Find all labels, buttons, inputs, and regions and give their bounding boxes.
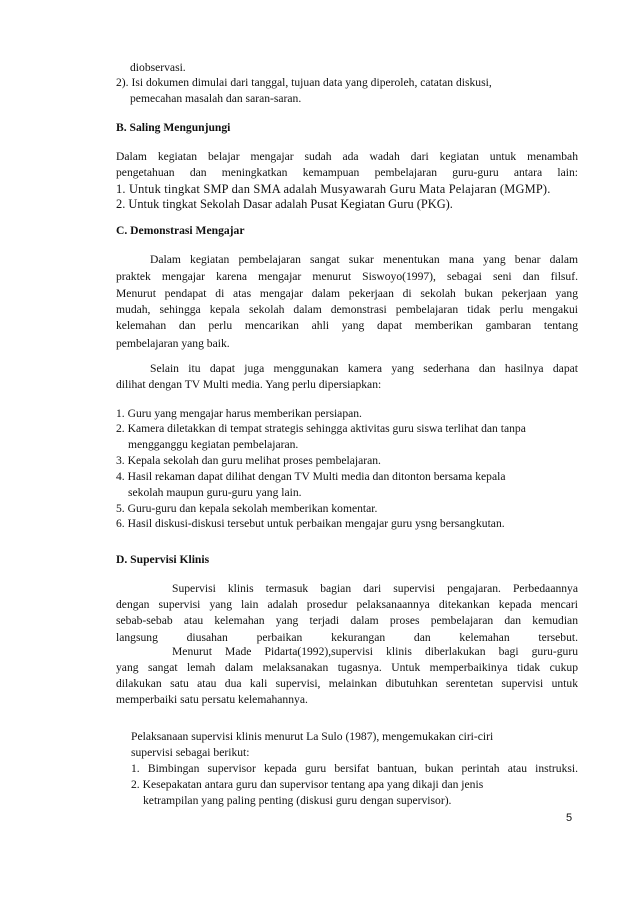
list-item-continuation: mengganggu kegiatan pembelajaran.: [128, 438, 299, 451]
list-item: 3. Kepala sekolah dan guru melihat proses pembelajaran.: [116, 454, 381, 467]
paragraph-line: mudah, sehingga kepala sekolah dalam demonstrasi pembelajaran tidak perlu mengakui: [116, 303, 578, 316]
paragraph-line: Dalam kegiatan pembelajaran sangat sukar menentukan mana yang benar dalam: [150, 253, 578, 266]
list-item: 6. Hasil diskusi-diskusi tersebut untuk perbaikan mengajar guru ysng bersangkutan.: [116, 517, 505, 530]
list-item: 1. Bimbingan supervisor kepada guru bersifat bantuan, bukan perintah atau instruksi.: [131, 762, 578, 775]
paragraph-line: pengetahuan dan meningkatkan kemampuan pembelajaran guru-guru antara lain:: [116, 166, 578, 179]
paragraph-line: Pelaksanaan supervisi klinis menurut La Sulo (1987), mengemukakan ciri-ciri: [131, 730, 494, 743]
list-item: 1. Untuk tingkat SMP dan SMA adalah Musyawarah Guru Mata Pelajaran (MGMP).: [116, 182, 551, 196]
section-heading: B. Saling Mengunjungi: [116, 121, 231, 134]
paragraph-line: memperbaiki satu persatu kelemahannya.: [116, 693, 308, 706]
list-item-continuation: ketrampilan yang paling penting (diskusi guru dengan supervisor).: [143, 794, 452, 807]
section-heading: C. Demonstrasi Mengajar: [116, 224, 245, 237]
page-number: 5: [566, 812, 573, 824]
paragraph-line: Selain itu dapat juga menggunakan kamera yang sederhana dan hasilnya dapat: [150, 362, 578, 375]
paragraph-line: langsung diusahan perbaikan kekurangan dan kelemahan tersebut.: [116, 631, 578, 644]
list-item-continuation: sekolah maupun guru-guru yang lain.: [128, 486, 302, 499]
paragraph-line: dengan supervisi yang lain adalah prosedur pelaksanaannya ditekankan kepada mencari: [116, 598, 578, 611]
paragraph-line: praktek mengajar karena mengajar menurut Siswoyo(1997), sebagai seni dan filsuf.: [116, 270, 578, 283]
paragraph-line: kelemahan dan perlu mencarikan ahli yang dapat memberikan gambaran tentang: [116, 319, 578, 332]
list-item: 2. Untuk tingkat Sekolah Dasar adalah Pusat Kegiatan Guru (PKG).: [116, 197, 453, 211]
paragraph-line: Dalam kegiatan belajar mengajar sudah ada wadah dari kegiatan untuk menambah: [116, 150, 578, 163]
paragraph-line: dilihat dengan TV Multi media. Yang perlu dipersiapkan:: [116, 378, 382, 391]
paragraph-line: Supervisi klinis termasuk bagian dari supervisi pengajaran. Perbedaannya: [172, 582, 578, 595]
list-item: 4. Hasil rekaman dapat dilihat dengan TV Multi media dan ditonton bersama kepala: [116, 470, 506, 483]
list-item-continuation: pemecahan masalah dan saran-saran.: [130, 92, 302, 105]
list-item: 2). Isi dokumen dimulai dari tanggal, tujuan data yang diperoleh, catatan diskusi,: [116, 76, 492, 89]
list-item: 2. Kesepakatan antara guru dan supervisor tentang apa yang dikaji dan jenis: [131, 778, 484, 791]
paragraph-line: pembelajaran yang baik.: [116, 337, 230, 350]
section-heading: D. Supervisi Klinis: [116, 553, 210, 566]
paragraph-line: Menurut pendapat di atas mengajar dalam pekerjaan di sekolah bukan pekerjaan yang: [116, 287, 578, 300]
list-item: 2. Kamera diletakkan di tempat strategis sehingga aktivitas guru siswa terlihat dan tanpa: [116, 422, 526, 435]
paragraph-line: dilakukan satu atau dua kali supervisi, melainkan dibutuhkan serentetan supervisi untuk: [116, 677, 578, 690]
paragraph-line: yang sangat lemah dalam melaksanakan tugasnya. Untuk memperbaikinya tidak cukup: [116, 661, 578, 674]
text-line: diobservasi.: [130, 61, 186, 74]
paragraph-line: supervisi sebagai berikut:: [131, 746, 250, 759]
paragraph-line: Menurut Made Pidarta(1992),supervisi klinis diberlakukan bagi guru-guru: [172, 645, 578, 658]
list-item: 5. Guru-guru dan kepala sekolah memberikan komentar.: [116, 502, 378, 515]
paragraph-line: sebab-sebab atau kelemahan yang terjadi dalam proses pembelajaran dan kemudian: [116, 614, 578, 627]
list-item: 1. Guru yang mengajar harus memberikan persiapan.: [116, 407, 362, 420]
